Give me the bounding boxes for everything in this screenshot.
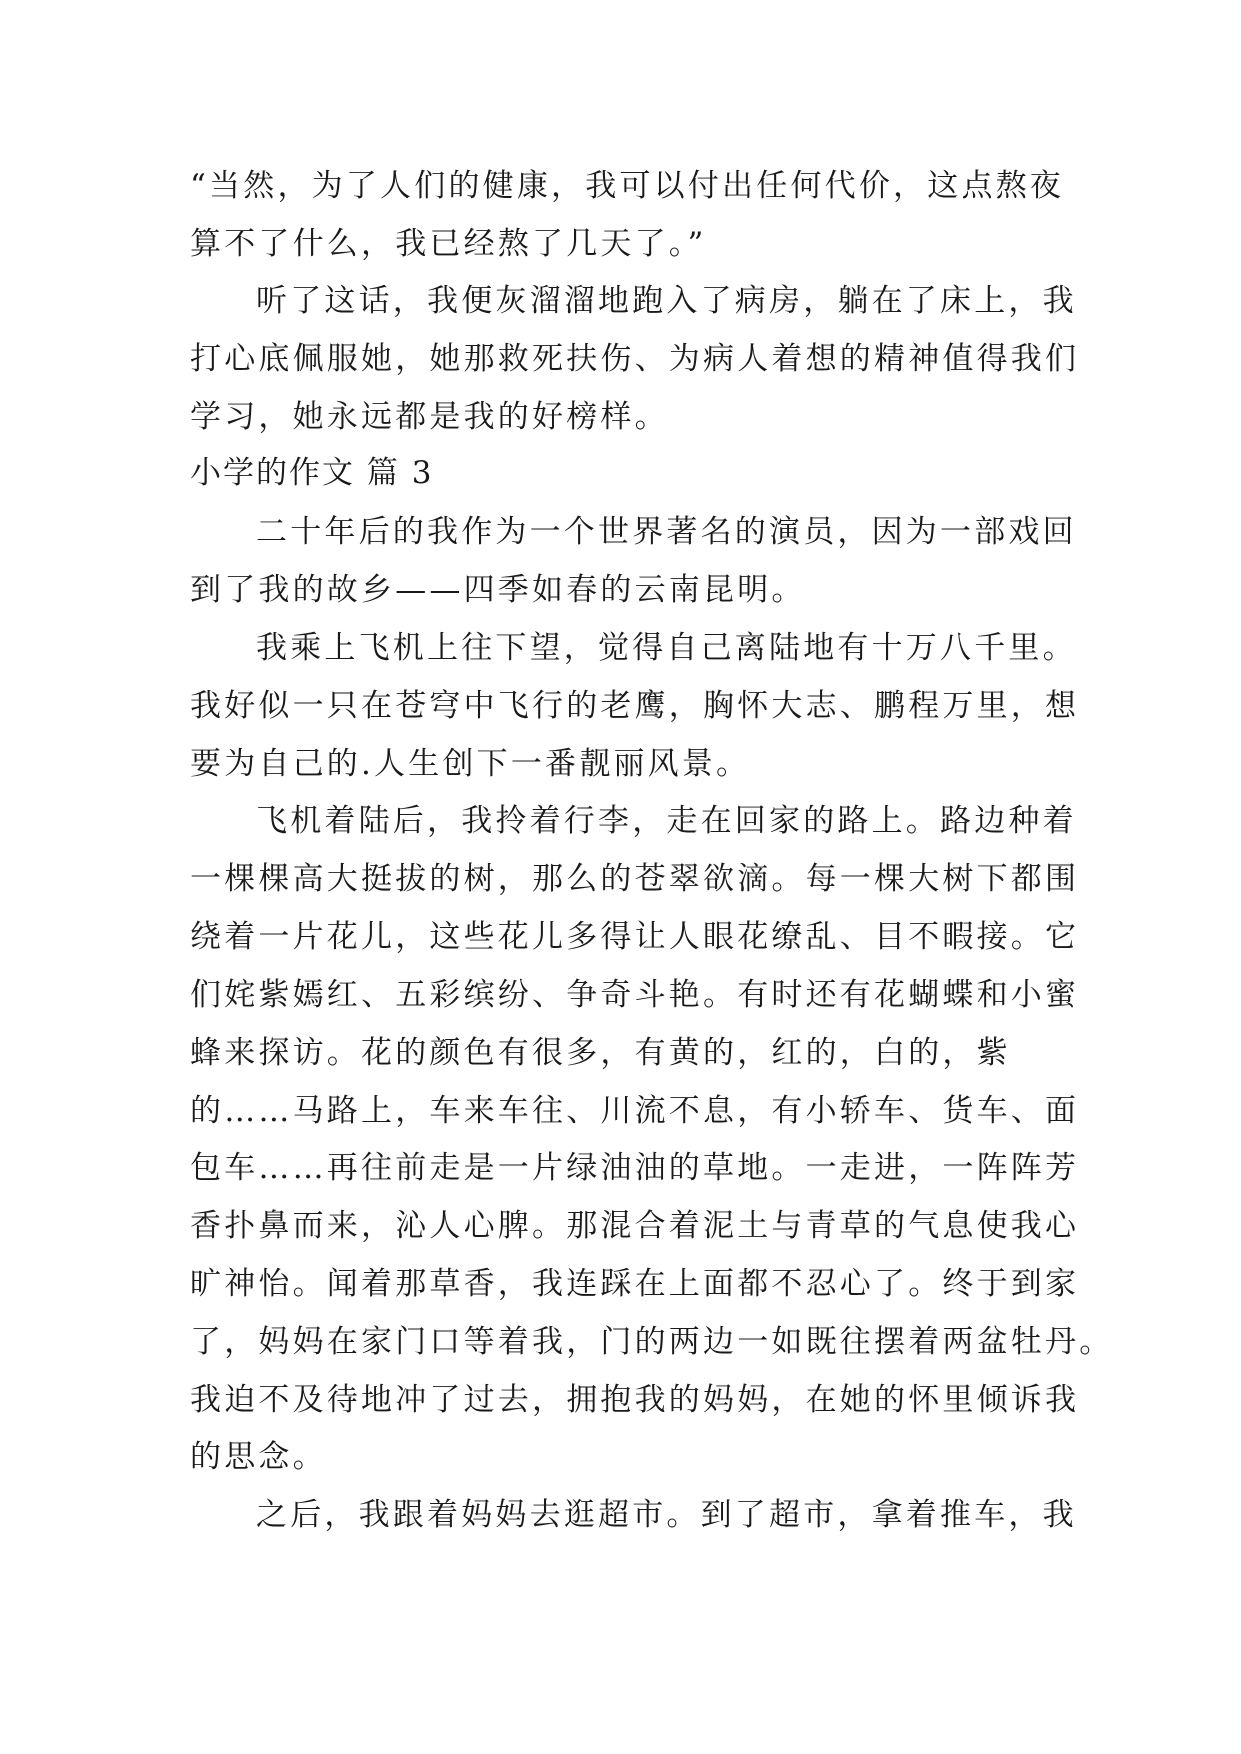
text-line-21: 了，妈妈在家门口等着我，门的两边一如既往摆着两盆牡丹。	[190, 1324, 1114, 1360]
text-line-16: 蜂来探访。花的颜色有很多，有黄的，红的，白的，紫	[190, 1035, 1011, 1071]
text-line-17: 的……马路上，车来车往、川流不息，有小轿车、货车、面	[190, 1093, 1080, 1129]
text-line-20: 旷神怡。闻着那草香，我连踩在上面都不忍心了。终于到家	[190, 1266, 1080, 1302]
text-line-18: 包车……再往前走是一片绿油油的草地。一走进，一阵阵芳	[190, 1150, 1080, 1186]
text-line-15: 们姹紫嫣红、五彩缤纷、争奇斗艳。有时还有花蝴蝶和小蜜	[190, 977, 1080, 1013]
text-line-2: 算不了什么，我已经熬了几天了。”	[190, 226, 707, 262]
text-line-13: 一棵棵高大挺拔的树，那么的苍翠欲滴。每一棵大树下都围	[190, 861, 1080, 897]
text-line-7: 二十年后的我作为一个世界著名的演员，因为一部戏回	[256, 514, 1077, 550]
text-line-14: 绕着一片花儿，这些花儿多得让人眼花缭乱、目不暇接。它	[190, 919, 1080, 955]
text-line-9: 我乘上飞机上往下望，觉得自己离陆地有十万八千里。	[256, 630, 1077, 666]
text-line-8: 到了我的故乡——四季如春的云南昆明。	[190, 572, 806, 608]
text-line-22: 我迫不及待地冲了过去，拥抱我的妈妈，在她的怀里倾诉我	[190, 1382, 1080, 1418]
text-line-10: 我好似一只在苍穹中飞行的老鹰，胸怀大志、鹏程万里，想	[190, 688, 1080, 724]
text-line-11: 要为自己的.人生创下一番靓丽风景。	[190, 746, 751, 782]
section-heading: 小学的作文 篇 3	[190, 455, 434, 491]
text-line-23: 的思念。	[190, 1439, 327, 1475]
text-line-4: 打心底佩服她，她那救死扶伤、为病人着想的精神值得我们	[190, 341, 1080, 377]
text-line-24: 之后，我跟着妈妈去逛超市。到了超市，拿着推车，我	[256, 1497, 1077, 1533]
text-line-5: 学习，她永远都是我的好榜样。	[190, 399, 669, 435]
text-line-3: 听了这话，我便灰溜溜地跑入了病房，躺在了床上，我	[256, 283, 1077, 319]
text-line-19: 香扑鼻而来，沁人心脾。那混合着泥土与青草的气息使我心	[190, 1208, 1080, 1244]
text-line-1: “当然，为了人们的健康，我可以付出任何代价，这点熬夜	[190, 168, 1065, 204]
text-line-12: 飞机着陆后，我拎着行李，走在回家的路上。路边种着	[256, 803, 1077, 839]
